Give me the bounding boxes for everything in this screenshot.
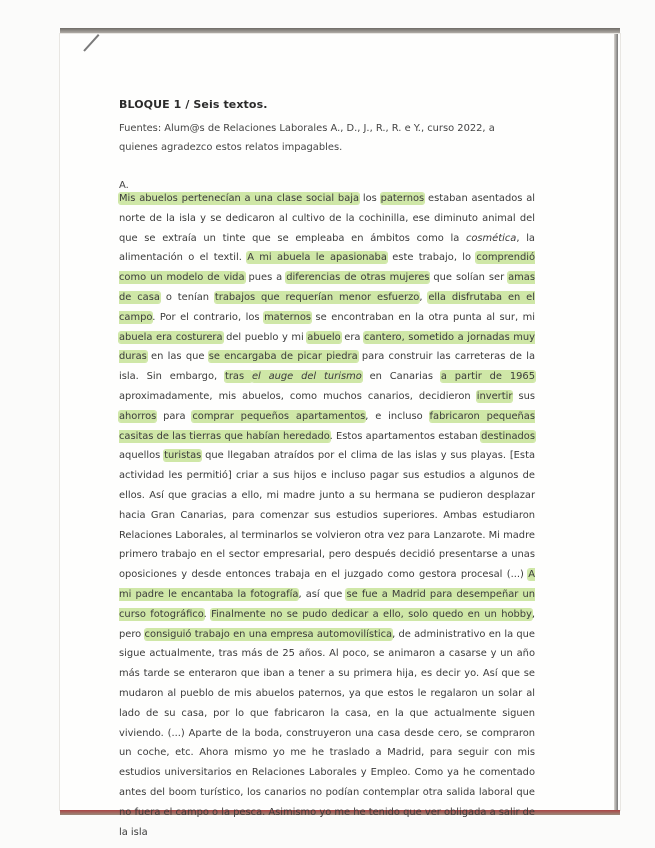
text-segment: para [156, 410, 193, 422]
text-segment: , [419, 291, 429, 303]
highlighted-text: Finalmente no se pudo dedicar a ello, solo quedo en un hobby [211, 608, 532, 620]
highlighted-text: Mis abuelos pertenecían a una clase social baja [119, 193, 360, 204]
highlighted-text: A mi padre le encantaba la fotografía [119, 569, 535, 600]
text-segment: , e incluso [365, 410, 430, 422]
text-segment: pues a [244, 272, 287, 284]
text-segment: . Por el contrario, los [152, 311, 265, 323]
body-paragraph [119, 189, 535, 842]
text-segment: . [203, 608, 212, 620]
highlighted-text: cantero, sometido a jornadas muy duras [119, 331, 535, 363]
highlighted-text: abuelo [307, 331, 341, 343]
highlighted-text: el auge del turismo [251, 371, 362, 383]
text-segment: aquellos [119, 450, 165, 462]
text-segment: sus [512, 390, 535, 402]
text-segment: , así que [298, 588, 347, 600]
text-segment: se encontraban en la otra punta al sur, mi [311, 311, 535, 323]
highlighted-text: turistas [164, 450, 202, 462]
text-segment: , de administrativo en la que sigue actualmente, tras más de 25 años. Al poco, se animaron a casarse y un año más tarde se enteraron que iban a tener a su primera hija, es decir yo. Así que se mudaron al pueblo de mis abuelos paternos, ya que estos le regalaron un solar al lado de su casa, por lo que fabricaron la casa, en la que actualmente siguen viviendo. (...) Aparte de la boda, construyeron una casa desde cero, se compraron un coche, etc. Ahora mismo yo me he traslado a Madrid, para seguir con mis estudios universitarios en Relaciones Laborales y Empleo. Como ya he comentado antes del boom turístico, los canarios no podían contemplar otra salida laboral que no fuera el campo o la pesca. Asimismo yo me he tenido que ver obligada a salir de la isla [119, 628, 535, 838]
highlighted-text: a partir de 1965 [440, 371, 535, 383]
highlighted-text: fabricaron pequeñas casitas de las tierras que habían heredado [119, 410, 535, 442]
text-segment: o tenían [159, 291, 215, 303]
highlighted-text: destinados [481, 430, 535, 442]
highlighted-text: se encargaba de picar piedra [208, 351, 358, 363]
text-segment: era [340, 331, 365, 343]
paper-right-edge [614, 34, 618, 810]
highlighted-text: ahorros [119, 410, 157, 422]
text-segment: en Canarias [361, 371, 441, 383]
highlighted-text: maternos [264, 311, 312, 323]
highlighted-text: ella disfrutaba en el campo [119, 291, 535, 323]
text-segment: cosmética [465, 232, 517, 244]
highlighted-text: amas de casa [119, 272, 535, 303]
highlighted-text: tras [224, 371, 252, 383]
highlighted-text: A mi abuela le apasionaba [247, 252, 387, 264]
highlighted-text: diferencias de otras mujeres [286, 272, 430, 284]
text-segment: del pueblo y mi [222, 331, 308, 343]
text-segment: los [359, 193, 381, 204]
text-segment: , la alimentación o el textil. [119, 232, 535, 264]
text-segment: . Estos apartamentos estaban [329, 430, 482, 442]
text-segment: que llegaban atraídos por el clima de las islas y sus playas. [Esta actividad les permitió] criar a sus hijos e incluso pagar sus estudios a algunos de ellos. Así que gracias a ello, mi madre junto a su hermana se pudieron desplazar hacia Gran Canarias, para comenzar sus estudios superiores. Ambas estudiaron Relaciones Laborales, al terminarlos se volvieron otra vez para Lanzarote. Mi madre primero trabajo en el sector empresarial, pero después decidió presentarse a unas oposiciones y desde entonces trabaja en el juzgado como gestora procesal (...) [119, 450, 535, 581]
text-segment: estaban asentados al norte de la isla y se dedicaron al cultivo de la cochinilla, ese diminuto animal del que se extraía un tinte que se empleaba en ámbitos como la [119, 193, 536, 244]
highlighted-text: comprendió como un modelo de vida [119, 252, 536, 284]
highlighted-text: abuela era costurera [119, 331, 223, 343]
text-segment: , pero [119, 608, 536, 640]
highlighted-text: se fue a Madrid para desempeñar un curso fotográfico [119, 588, 535, 620]
highlighted-text: trabajos que requerían menor esfuerzo [214, 291, 420, 303]
text-segment: para construir las carreteras de la isla. Sin embargo, [119, 351, 536, 383]
section-label: A. [119, 180, 129, 191]
highlighted-text: consiguió trabajo en una empresa automovilística [144, 628, 393, 640]
sources-note: Fuentes: Alum@s de Relaciones Laborales A., D., J., R., R. e Y., curso 2022, a quienes agradezco estos relatos impagables. [119, 123, 495, 153]
highlighted-text: invertir [476, 390, 513, 402]
highlighted-text: comprar pequeños apartamentos [192, 410, 366, 422]
header-block [119, 98, 539, 157]
text-segment: que solían ser [429, 272, 509, 284]
text-segment: en las que [146, 351, 209, 363]
highlighted-text: paternos [380, 193, 425, 204]
text-segment: este trabajo, lo [386, 252, 477, 264]
text-segment: aproximadamente, mis abuelos, como muchos canarios, decidieron [119, 390, 477, 402]
page-title: BLOQUE 1 / Seis textos. [119, 98, 268, 111]
